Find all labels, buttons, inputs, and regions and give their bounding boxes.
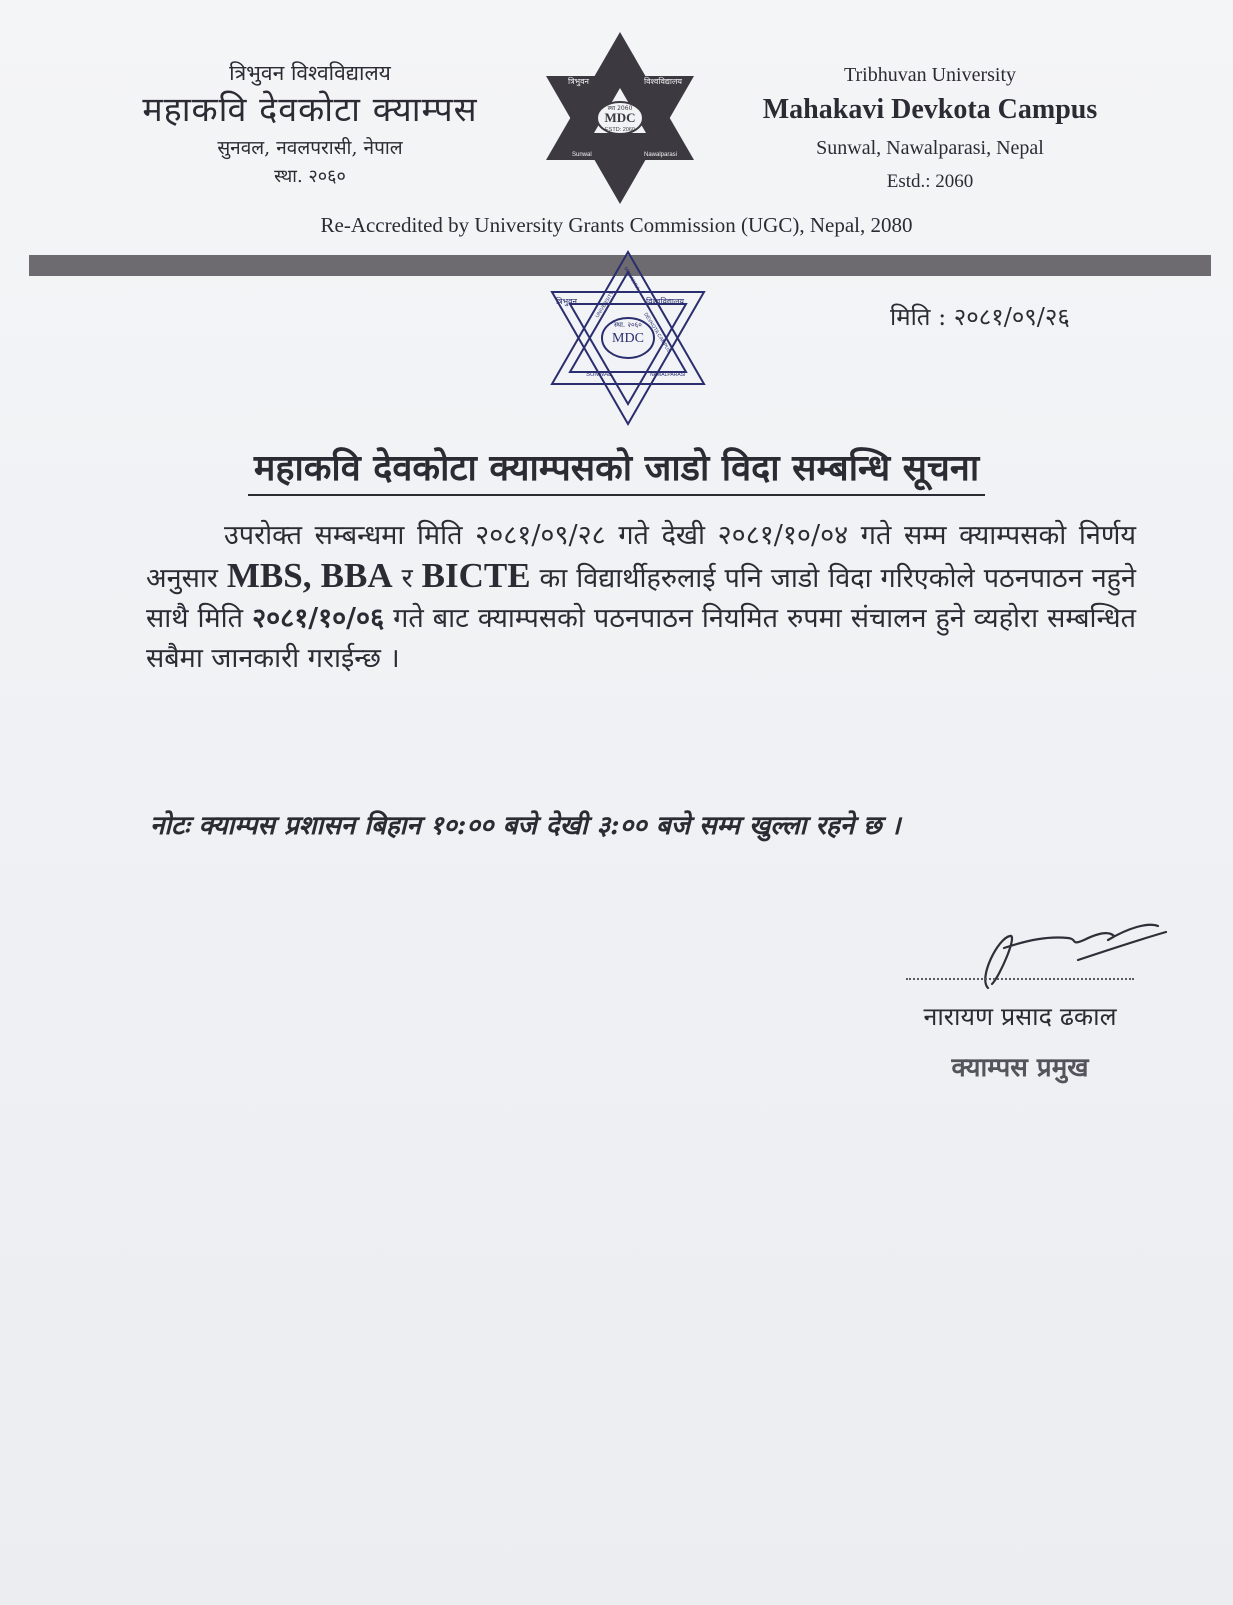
svg-text:विश्वविद्यालय: विश्वविद्यालय — [644, 77, 683, 86]
handwritten-signature-icon — [958, 918, 1178, 998]
campus-name-en: Mahakavi Devkota Campus — [762, 94, 1098, 125]
svg-text:त्रिभुवन: त्रिभुवन — [556, 297, 577, 306]
svg-text:MDC: MDC — [612, 331, 644, 346]
header-english-block — [730, 60, 1130, 198]
office-hours-note: नोटः क्याम्पस प्रशासन बिहान १०:०० बजे देखी ३:०० बजे सम्म खुल्ला रहने छ । — [150, 811, 901, 841]
svg-text:SUNWAL: SUNWAL — [586, 372, 612, 378]
svg-text:त्रिभुवन: त्रिभुवन — [568, 77, 589, 86]
accreditation-line: Re-Accredited by University Grants Commission (UGC), Nepal, 2080 — [320, 213, 913, 237]
notice-title-wrap — [0, 444, 1233, 496]
body-part-1: उपरोक्त सम्बन्धमा मिति २०८१/०९/२८ गते देखी २०८१/१०/०४ गते सम्म क्याम्पसको निर्णय अनुसार — [146, 520, 1136, 594]
campus-name-np: महाकवि देवकोटा क्याम्पस — [142, 90, 478, 130]
signatory-name: नारायण प्रसाद ढकाल — [923, 1002, 1117, 1031]
signature-dotted-line — [906, 978, 1134, 980]
svg-text:Nawalparasi: Nawalparasi — [644, 152, 678, 158]
svg-text:UNIVERSITY: UNIVERSITY — [594, 290, 616, 320]
svg-text:NAWALPARASI: NAWALPARASI — [650, 372, 686, 378]
svg-text:विश्वविद्यालय: विश्वविद्यालय — [646, 297, 685, 306]
svg-text:MAHAKAVI: MAHAKAVI — [622, 266, 641, 292]
university-name-np: त्रिभुवन विश्वविद्यालय — [229, 61, 391, 85]
campus-address-np: सुनवल, नवलपरासी, नेपाल — [217, 137, 403, 159]
body-resume-date: २०८१/१०/०६ — [252, 603, 385, 634]
body-part-2: का विद्यार्थीहरुलाई पनि जाडो विदा गरिएकोले पठनपाठन नहुने साथै मिति — [146, 563, 1137, 634]
signatory-title: क्याम्पस प्रमुख — [951, 1053, 1089, 1083]
svg-text:ESTD: 2060: ESTD: 2060 — [605, 127, 635, 133]
body-part-3: गते बाट क्याम्पसको पठनपाठन नियमित रुपमा संचालन हुने व्यहोरा सम्बन्धित सबैमा जानकारी गराईन्छ । — [146, 603, 1136, 674]
svg-text:स्था. २०६०: स्था. २०६० — [614, 321, 642, 329]
notice-body — [146, 516, 1136, 679]
university-name-en: Tribhuvan University — [843, 64, 1017, 86]
notice-date: मिति : २०८१/०९/२६ — [890, 303, 1070, 331]
established-np: स्था. २०६० — [274, 166, 346, 187]
svg-text:स्था 2060: स्था 2060 — [607, 105, 633, 112]
notice-title: महाकवि देवकोटा क्याम्पसको जाडो विदा सम्बन्धि सूचना — [248, 444, 985, 496]
campus-address-en: Sunwal, Nawalparasi, Nepal — [816, 137, 1044, 159]
header-nepali-block — [110, 58, 510, 190]
body-program-bicte: BICTE — [421, 556, 531, 595]
campus-star-emblem-icon — [532, 30, 708, 206]
campus-stamp-icon — [538, 248, 718, 428]
svg-text:MDC: MDC — [604, 110, 636, 125]
body-programs: MBS, BBA — [226, 556, 393, 595]
body-conjunction: र — [392, 563, 422, 594]
svg-text:Sunwal: Sunwal — [572, 152, 592, 158]
svg-text:DEVKOTA CAMPUS: DEVKOTA CAMPUS — [642, 311, 672, 355]
established-en: Estd.: 2060 — [886, 171, 974, 192]
